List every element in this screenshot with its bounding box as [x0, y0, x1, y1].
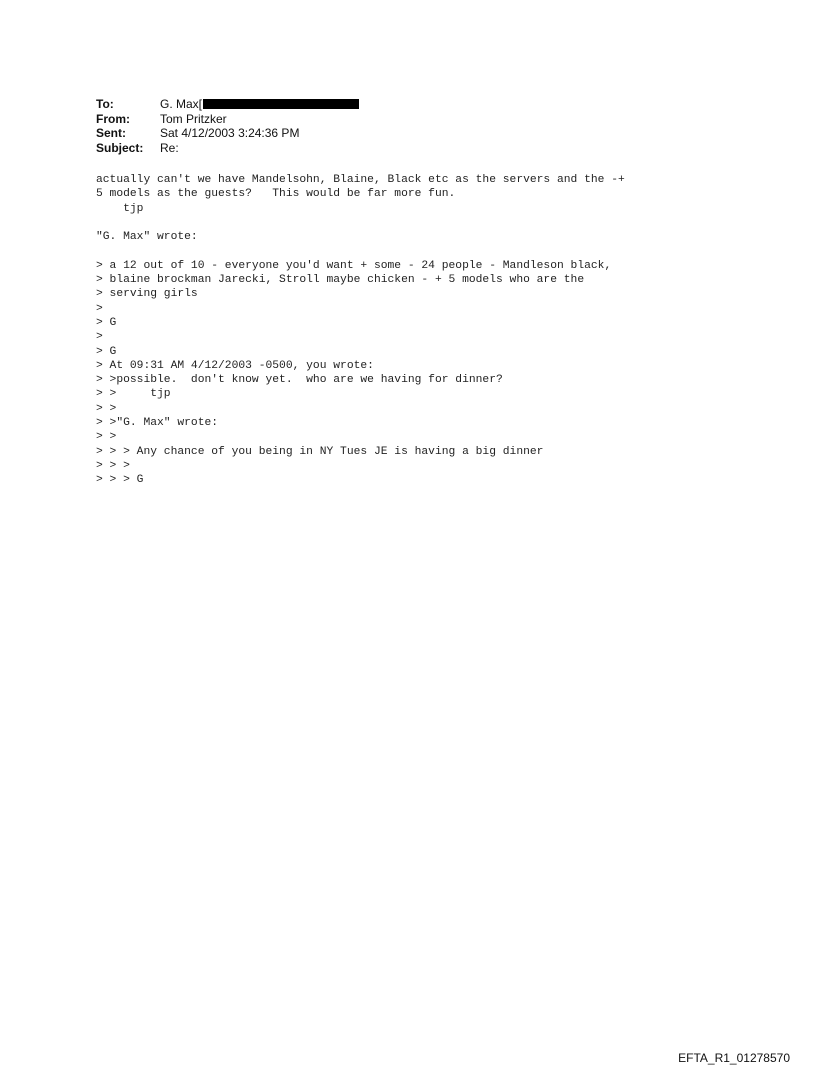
- sent-label: Sent:: [96, 126, 126, 140]
- to-label: To:: [96, 97, 114, 111]
- redaction-block: [203, 99, 359, 109]
- to-row: [96, 97, 359, 112]
- to-name: G. Max[: [160, 97, 203, 111]
- sent-value: Sat 4/12/2003 3:24:36 PM: [160, 126, 300, 140]
- from-label: From:: [96, 111, 130, 126]
- from-row: [96, 112, 359, 127]
- subject-label: Subject:: [96, 140, 144, 155]
- email-body: actually can't we have Mandelsohn, Blaine, Black etc as the servers and the -+ 5 models as the guests? This would be far more fun. tjp "G. Max" wrote: > a 12 out of 10 - everyone you'd want + some - 24 people - Mandleson black, > blaine brockman Jarecki, Stroll maybe chicken - + 5 models who are the > serving girls > > G > > G > At 09:31 AM 4/12/2003 -0500, you wrote: > >possible. don't know yet. who are we having for dinner? > > tjp > > > >"G. Max" wrote: > > > > > Any chance of you being in NY Tues JE is having a big dinner > > > > > > G: [96, 174, 625, 487]
- document-id: EFTA_R1_01278570: [678, 1051, 790, 1065]
- email-header: [96, 97, 359, 155]
- to-value: [160, 97, 359, 112]
- sent-row: [96, 126, 359, 141]
- subject-value: Re:: [160, 140, 179, 155]
- subject-row: [96, 141, 359, 156]
- from-value: Tom Pritzker: [160, 111, 227, 126]
